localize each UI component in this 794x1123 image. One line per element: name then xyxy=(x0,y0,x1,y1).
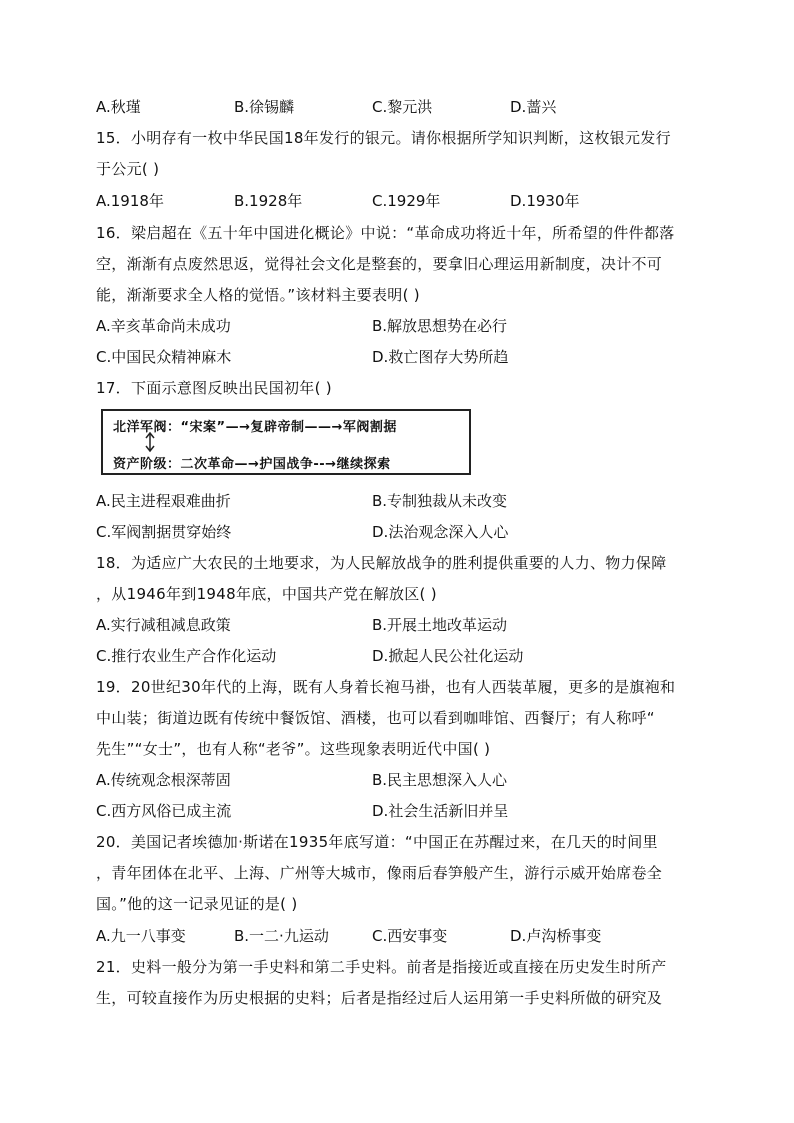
q16-option-a: A.辛亥革命尚未成功 xyxy=(96,317,231,335)
q17-stem: 17．下面示意图反映出民国初年( ) xyxy=(96,379,332,397)
q19-stem-line1: 19．20世纪30年代的上海，既有人身着长袍马褂，也有人西装革履，更多的是旗袍和 xyxy=(96,678,676,696)
q16-options-row1 xyxy=(96,315,696,337)
q17-flow-diagram xyxy=(101,409,471,475)
q14-option-a: A.秋瑾 xyxy=(96,98,141,116)
q16-option-c: C.中国民众精神麻木 xyxy=(96,348,232,366)
q19-options-row2 xyxy=(96,800,696,822)
q18-option-d: D.掀起人民公社化运动 xyxy=(372,647,524,665)
q16-stem-line3: 能，渐渐要求全人格的觉悟。”该材料主要表明( ) xyxy=(96,286,420,304)
q20-options xyxy=(96,925,696,947)
q19-option-a: A.传统观念根深蒂固 xyxy=(96,771,231,789)
q21-stem-line2: 生，可较直接作为历史根据的史料；后者是指经过后人运用第一手史料所做的研究及 xyxy=(96,989,663,1007)
q16-stem-line2: 空，渐渐有点废然思返，觉得社会文化是整套的，要拿旧心理运用新制度，决计不可 xyxy=(96,255,663,273)
q18-stem-line2: ，从1946年到1948年底，中国共产党在解放区( ) xyxy=(96,585,437,603)
q15-option-c: C.1929年 xyxy=(372,192,441,210)
q14-option-d: D.蔷兴 xyxy=(510,98,557,116)
q16-option-d: D.救亡图存大势所趋 xyxy=(372,348,509,366)
q19-stem-line3: 先生”“女士”，也有人称“老爷”。这些现象表明近代中国( ) xyxy=(96,740,491,758)
diagram-row-warlords: 北洋军阀：“宋案”—→复辟帝制——→军阀割据 xyxy=(113,420,397,435)
double-arrow-icon xyxy=(143,431,157,453)
q15-option-d: D.1930年 xyxy=(510,192,580,210)
q16-option-b: B.解放思想势在必行 xyxy=(372,317,508,335)
q15-stem-line2: 于公元( ) xyxy=(96,160,160,178)
q19-stem-line2: 中山装；街道边既有传统中餐饭馆、酒楼，也可以看到咖啡馆、西餐厅；有人称呼“ xyxy=(96,709,655,727)
q17-option-a: A.民主进程艰难曲折 xyxy=(96,492,231,510)
q20-option-c: C.西安事变 xyxy=(372,927,448,945)
q15-options xyxy=(96,190,696,212)
q17-option-d: D.法治观念深入人心 xyxy=(372,523,509,541)
q17-option-c: C.军阀割据贯穿始终 xyxy=(96,523,232,541)
q16-options-row2 xyxy=(96,346,696,368)
q20-option-d: D.卢沟桥事变 xyxy=(510,927,602,945)
q15-option-a: A.1918年 xyxy=(96,192,164,210)
q16-stem-line1: 16．梁启超在《五十年中国进化概论》中说：“革命成功将近十年，所希望的件件都落 xyxy=(96,224,675,242)
q18-options-row1 xyxy=(96,614,696,636)
q17-options-row2 xyxy=(96,521,696,543)
q20-stem-line3: 国。”他的这一记录见证的是( ) xyxy=(96,895,298,913)
q17-option-b: B.专制独裁从未改变 xyxy=(372,492,508,510)
q14-options xyxy=(96,96,696,118)
q20-option-a: A.九一八事变 xyxy=(96,927,186,945)
q19-option-c: C.西方风俗已成主流 xyxy=(96,802,232,820)
q17-options-row1 xyxy=(96,490,696,512)
q19-option-b: B.民主思想深入人心 xyxy=(372,771,508,789)
q19-option-d: D.社会生活新旧并呈 xyxy=(372,802,509,820)
q14-option-b: B.徐锡麟 xyxy=(234,98,295,116)
q18-options-row2 xyxy=(96,645,696,667)
diagram-row-bourgeoisie: 资产阶级：二次革命—→护国战争--→继续探索 xyxy=(113,457,391,472)
q18-stem-line1: 18．为适应广大农民的土地要求，为人民解放战争的胜利提供重要的人力、物力保障 xyxy=(96,554,667,572)
q15-stem-line1: 15．小明存有一枚中华民国18年发行的银元。请你根据所学知识判断，这枚银元发行 xyxy=(96,129,671,147)
q21-stem-line1: 21．史料一般分为第一手史料和第二手史料。前者是指接近或直接在历史发生时所产 xyxy=(96,958,667,976)
q20-stem-line1: 20．美国记者埃德加·斯诺在1935年底写道：“中国正在苏醒过来，在几天的时间里 xyxy=(96,833,658,851)
q20-option-b: B.一二·九运动 xyxy=(234,927,329,945)
q14-option-c: C.黎元洪 xyxy=(372,98,433,116)
q18-option-c: C.推行农业生产合作化运动 xyxy=(96,647,277,665)
q18-option-b: B.开展土地改革运动 xyxy=(372,616,508,634)
q20-stem-line2: ，青年团体在北平、上海、广州等大城市，像雨后春笋般产生，游行示威开始席卷全 xyxy=(96,864,663,882)
q19-options-row1 xyxy=(96,769,696,791)
q18-option-a: A.实行减租减息政策 xyxy=(96,616,231,634)
q15-option-b: B.1928年 xyxy=(234,192,303,210)
